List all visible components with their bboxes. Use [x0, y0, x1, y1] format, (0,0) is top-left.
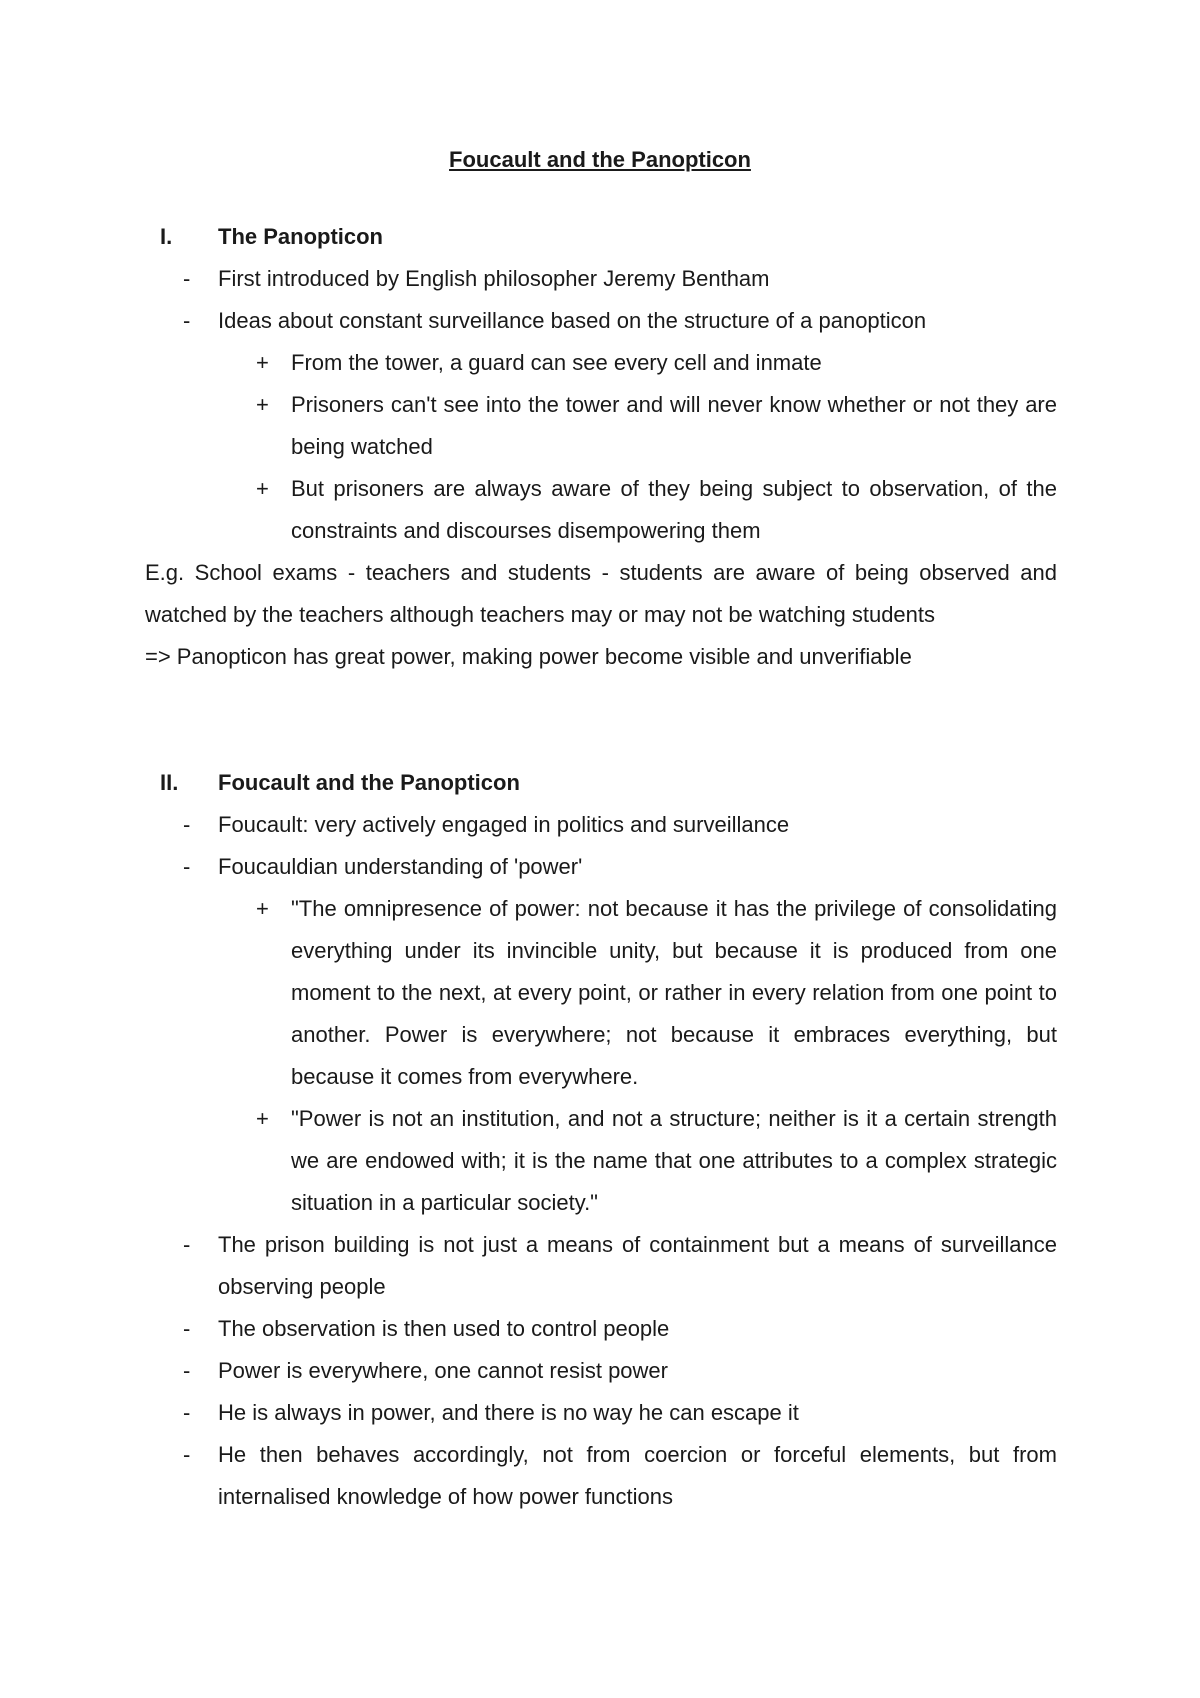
bullet-text: The observation is then used to control people — [218, 1316, 670, 1341]
bullet-item — [0, 1308, 1200, 1350]
sub-bullet-item — [0, 1098, 1200, 1224]
bullet-text: Ideas about constant surveillance based on the structure of a panopticon — [218, 308, 927, 333]
sub-bullet-text: But prisoners are always aware of they being subject to observation, of the constraints and discourses disempowering them — [291, 476, 1057, 543]
dash-marker: - — [183, 812, 191, 837]
plus-marker: + — [256, 392, 269, 417]
dash-marker: - — [183, 266, 191, 291]
bullet-item — [0, 804, 1200, 846]
bullet-text: Power is everywhere, one cannot resist power — [218, 1358, 668, 1383]
dash-marker: - — [183, 308, 191, 333]
section-number: II. — [160, 770, 179, 795]
bullet-text: First introduced by English philosopher Jeremy Bentham — [218, 266, 770, 291]
plus-marker: + — [256, 350, 269, 375]
dash-marker: - — [183, 1232, 191, 1257]
dash-marker: - — [183, 1442, 191, 1467]
dash-marker: - — [183, 1358, 191, 1383]
example-paragraph: E.g. School exams - teachers and students - students are aware of being observed and watched by the teachers although teachers may or may not be watching students — [145, 560, 1057, 627]
bullet-text: Foucault: very actively engaged in politics and surveillance — [218, 812, 790, 837]
dash-marker: - — [183, 1400, 191, 1425]
bullet-item — [0, 1224, 1200, 1308]
plus-marker: + — [256, 1106, 269, 1131]
bullet-text: Foucauldian understanding of 'power' — [218, 854, 583, 879]
quote-text: "Power is not an institution, and not a structure; neither is it a certain strength we are endowed with; it is the name that one attributes to a complex strategic situation in a particular society." — [291, 1106, 1057, 1215]
document-title: Foucault and the Panopticon — [449, 147, 751, 172]
bullet-item — [0, 1350, 1200, 1392]
bullet-text: The prison building is not just a means of containment but a means of surveillance observing people — [218, 1232, 1057, 1299]
plus-marker: + — [256, 896, 269, 921]
section-title: Foucault and the Panopticon — [218, 770, 520, 795]
quote-text: "The omnipresence of power: not because it has the privilege of consolidating everything under its invincible unity, but because it is produced from one moment to the next, at every point, or rather in every relation from one point to another. Power is everywhere; not because it embraces everything, but because it comes from everywhere. — [291, 896, 1057, 1089]
section-2 — [0, 762, 1200, 1518]
bullet-item — [0, 846, 1200, 888]
sub-bullet-item — [0, 888, 1200, 1098]
bullet-text: He then behaves accordingly, not from coercion or forceful elements, but from internalised knowledge of how power functions — [218, 1442, 1057, 1509]
sub-bullet-item — [0, 342, 1200, 384]
sub-bullet-item — [0, 384, 1200, 468]
section-heading — [0, 216, 1200, 258]
sub-bullet-item — [0, 468, 1200, 552]
section-1 — [0, 216, 1200, 678]
bullet-text: He is always in power, and there is no way he can escape it — [218, 1400, 799, 1425]
section-heading — [0, 762, 1200, 804]
plus-marker: + — [256, 476, 269, 501]
section-number: I. — [160, 224, 173, 249]
bullet-item — [0, 300, 1200, 342]
dash-marker: - — [183, 854, 191, 879]
section-title: The Panopticon — [218, 224, 383, 249]
dash-marker: - — [183, 1316, 191, 1341]
bullet-item — [0, 1392, 1200, 1434]
sub-bullet-text: From the tower, a guard can see every cell and inmate — [291, 350, 822, 375]
sub-bullet-text: Prisoners can't see into the tower and will never know whether or not they are being watched — [291, 392, 1057, 459]
bullet-item — [0, 258, 1200, 300]
bullet-item — [0, 1434, 1200, 1518]
conclusion-paragraph: => Panopticon has great power, making power become visible and unverifiable — [145, 644, 912, 669]
